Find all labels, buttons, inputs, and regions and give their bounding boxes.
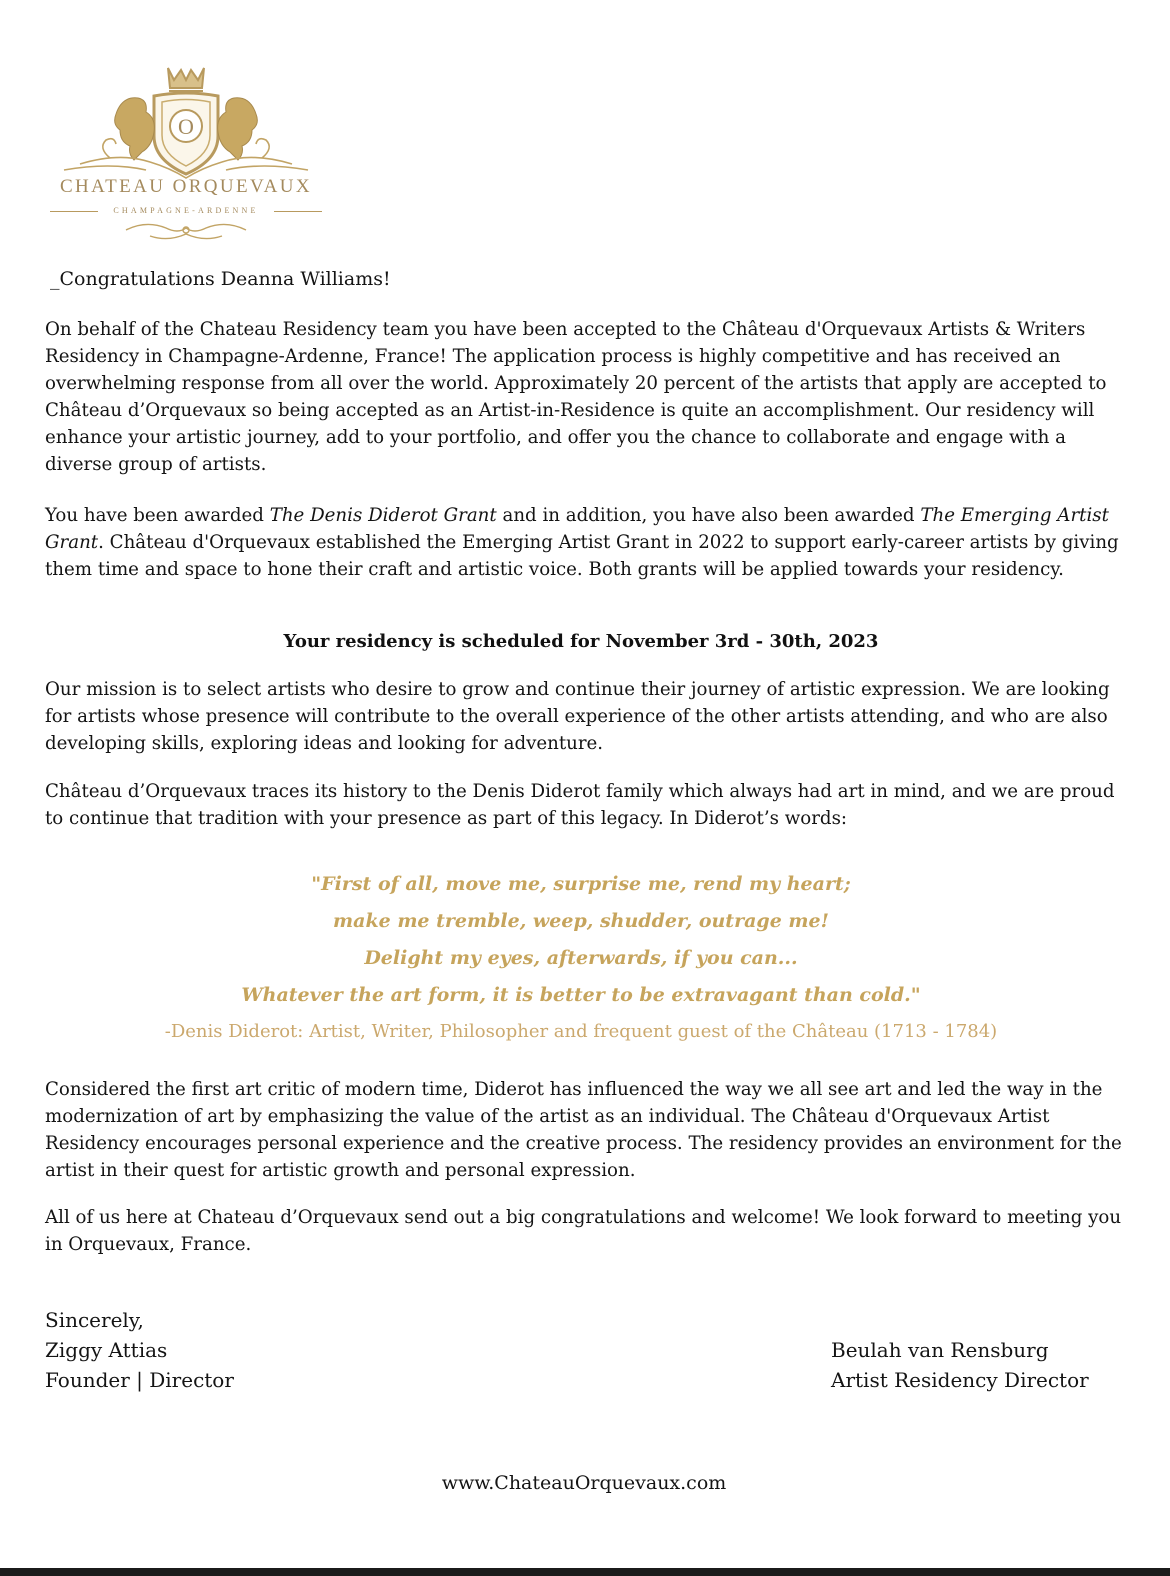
- paragraph-welcome: All of us here at Chateau d’Orquevaux send out a big congratulations and welcome! We look forward to meeting you in Orquevaux, France.: [45, 1207, 1122, 1255]
- greeting: _Congratulations Deanna Williams!: [50, 268, 391, 290]
- signer-title-left: Founder | Director: [45, 1368, 234, 1392]
- closing: Sincerely,: [45, 1308, 144, 1332]
- quote-line-2: make me tremble, weep, shudder, outrage me!: [333, 910, 829, 932]
- quote-line-1: "First of all, move me, surprise me, rend my heart;: [311, 873, 851, 895]
- quote-line-3: Delight my eyes, afterwards, if you can...: [364, 947, 798, 969]
- quote-line-4: Whatever the art form, it is better to be extravagant than cold.": [241, 984, 921, 1006]
- grants-text-3: . Château d'Orquevaux established the Emerging Artist Grant in 2022 to support early-career artists by giving them time and space to hone their craft and artistic voice. Both grants will be applied towards your residency.: [45, 532, 1119, 580]
- signer-title-right: Artist Residency Director: [831, 1368, 1089, 1392]
- residency-schedule: Your residency is scheduled for November 3rd - 30th, 2023: [283, 631, 879, 652]
- chateau-logo: [50, 62, 322, 244]
- signature-right: [831, 1335, 1089, 1395]
- signature-left: [45, 1305, 234, 1395]
- crest-icon: [50, 62, 322, 244]
- grant-name-emerging: The Emerging Artist Grant: [45, 505, 1109, 553]
- grants-text-2: and in addition, you have also been awarded: [496, 505, 921, 526]
- logo-name: CHATEAU ORQUEVAUX: [59, 176, 313, 197]
- paragraph-diderot: Considered the first art critic of modern time, Diderot has influenced the way we all see art and led the way in the modernization of art by emphasizing the value of the artist as an individual. The Château d'Orquevaux Artist Residency encourages personal experience and the creative process. The residency provides an environment for the artist in their quest for artistic growth and personal expression.: [45, 1079, 1122, 1181]
- paragraph-acceptance: On behalf of the Chateau Residency team you have been accepted to the Château d'Orquevaux Artists & Writers Residency in Champagne-Ardenne, France! The application process is highly competitive and has received an overwhelming response from all over the world. Approximately 20 percent of the artists that apply are accepted to Château d’Orquevaux so being accepted as an Artist-in-Residence is quite an accomplishment. Our residency will enhance your artistic journey, add to your portfolio, and offer you the chance to collaborate and engage with a diverse group of artists.: [45, 319, 1107, 475]
- logo-region: CHAMPAGNE-ARDENNE: [113, 206, 259, 215]
- paragraph-mission: Our mission is to select artists who desire to grow and continue their journey of artistic expression. We are looking for artists whose presence will contribute to the overall experience of the other artists attending, and who are also developing skills, exploring ideas and looking for adventure.: [45, 679, 1110, 754]
- signer-name-left: Ziggy Attias: [45, 1338, 168, 1362]
- logo-rule-right: [274, 211, 322, 212]
- quote-attribution: -Denis Diderot: Artist, Writer, Philosopher and frequent guest of the Château (1713 - 1784): [164, 1021, 998, 1042]
- website-link[interactable]: www.ChateauOrquevaux.com: [441, 1472, 727, 1494]
- signer-name-right: Beulah van Rensburg: [831, 1338, 1049, 1362]
- grant-name-diderot: The Denis Diderot Grant: [269, 505, 497, 526]
- paragraph-history: Château d’Orquevaux traces its history to the Denis Diderot family which always had art in mind, and we are proud to continue that tradition with your presence as part of this legacy. In Diderot’s words:: [45, 781, 1115, 829]
- paragraph-grants: [45, 502, 1125, 583]
- logo-monogram: O: [178, 114, 194, 139]
- bottom-bar: [0, 1568, 1170, 1576]
- grants-text-1: You have been awarded: [45, 505, 270, 526]
